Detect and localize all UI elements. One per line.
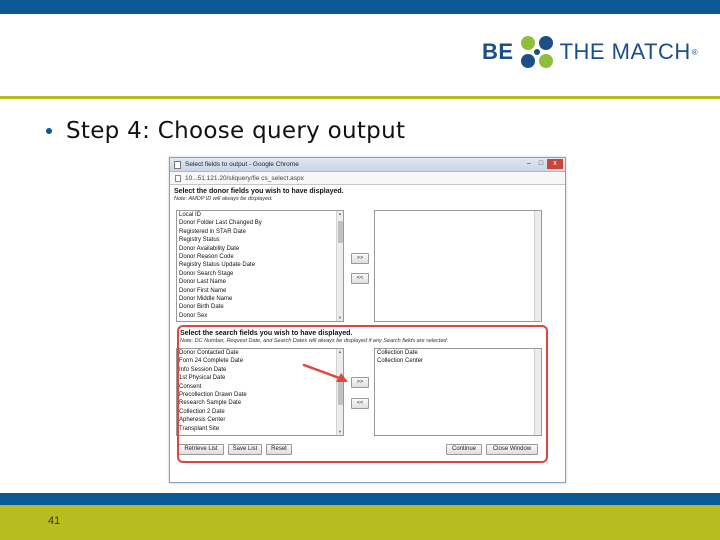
maximize-button[interactable]: □ xyxy=(538,159,544,167)
footer-lime-bar xyxy=(0,505,720,540)
red-arrow-icon xyxy=(300,360,352,386)
search-available-option[interactable]: Transplant Site xyxy=(179,425,220,432)
document-icon xyxy=(174,161,181,169)
donor-available-option[interactable]: Donor Last Name xyxy=(179,279,227,286)
donor-available-option[interactable]: Local ID xyxy=(179,212,202,218)
logo-left-word: BE xyxy=(482,39,514,64)
page-number: 41 xyxy=(48,515,61,527)
search-selected-option[interactable]: Collection Date xyxy=(377,350,418,356)
donor-available-option[interactable]: Registry Status xyxy=(179,237,220,244)
donor-add-button[interactable]: >> xyxy=(351,253,369,264)
close-window-x-button[interactable]: x xyxy=(547,159,563,169)
donor-selected-list[interactable] xyxy=(374,210,542,322)
minimize-button[interactable]: – xyxy=(527,159,531,167)
donor-available-option[interactable]: Donor Middle Name xyxy=(179,296,233,303)
search-section-highlight xyxy=(177,325,548,463)
scroll-down-icon[interactable]: ▼ xyxy=(338,315,342,320)
search-add-button[interactable]: >> xyxy=(351,377,369,388)
donor-available-option[interactable]: Donor Birth Date xyxy=(179,304,224,311)
be-the-match-logo xyxy=(482,34,698,70)
search-available-option[interactable]: Research Sample Date xyxy=(179,400,242,407)
page-icon xyxy=(175,175,181,182)
donor-available-option[interactable]: Donor Availability Date xyxy=(179,245,240,252)
donor-available-list[interactable] xyxy=(176,210,344,322)
search-available-option[interactable]: 1st Physical Date xyxy=(179,375,226,382)
donor-available-option[interactable]: Donor Sex xyxy=(179,312,208,319)
save-list-button[interactable]: Save List xyxy=(228,444,262,455)
donor-selected-scrollbar[interactable] xyxy=(534,211,541,321)
donor-available-scrollbar[interactable] xyxy=(336,211,343,321)
donor-available-option[interactable]: Donor Reason Code xyxy=(179,254,234,261)
window-controls xyxy=(523,159,563,171)
scroll-up-icon[interactable]: ▲ xyxy=(338,349,342,354)
window-titlebar[interactable] xyxy=(170,158,565,172)
search-section-note: Note: DC Number, Request Date, and Search Dates will always be displayed if any Search fields are selected. xyxy=(180,338,449,344)
donor-section-note: Note: AMDP ID will always be displayed. xyxy=(174,196,273,202)
continue-button[interactable]: Continue xyxy=(446,444,482,455)
step-title: Step 4: Choose query output xyxy=(66,118,406,144)
retrieve-list-button[interactable]: Retrieve List xyxy=(178,444,224,455)
scroll-thumb[interactable] xyxy=(338,221,343,243)
scroll-down-icon[interactable]: ▼ xyxy=(338,429,342,434)
top-brand-band xyxy=(0,0,720,14)
window-title: Select fields to output - Google Chrome xyxy=(185,161,299,168)
search-selected-option[interactable]: Collection Center xyxy=(377,358,424,365)
donor-available-option[interactable]: Donor Folder Last Changed By xyxy=(179,220,262,227)
step-bullet xyxy=(46,118,405,144)
search-available-option[interactable]: Info Session Date xyxy=(179,366,227,373)
url-text: 10...51.121.20/sliquery/fie cs_select.aspx xyxy=(185,174,304,182)
footer-brand-band xyxy=(0,493,720,505)
donor-available-option[interactable]: Registered in STAR Date xyxy=(179,228,246,235)
search-available-option[interactable]: Apheresis Center xyxy=(179,417,226,424)
search-available-option[interactable]: Donor Contacted Date xyxy=(179,350,239,356)
scroll-up-icon[interactable]: ▲ xyxy=(338,211,342,216)
donor-available-option[interactable]: Donor Search Stage xyxy=(179,270,234,277)
bullet-icon xyxy=(46,128,52,134)
header-divider xyxy=(0,96,720,99)
donor-section-heading: Select the donor fields you wish to have displayed. xyxy=(174,188,344,195)
search-available-option[interactable]: Form 24 Complete Date xyxy=(179,358,244,365)
search-available-option[interactable]: Consent xyxy=(179,383,202,390)
logo-registered-mark: ® xyxy=(691,47,698,57)
search-available-option[interactable]: Precollection Drawn Date xyxy=(179,392,247,399)
logo-right-word: THE MATCH xyxy=(559,39,691,64)
donor-available-option[interactable]: Donor First Name xyxy=(179,287,227,294)
close-window-button[interactable]: Close Window xyxy=(486,444,538,455)
clover-logo-icon xyxy=(519,34,555,70)
reset-button[interactable]: Reset xyxy=(266,444,292,455)
donor-remove-button[interactable]: << xyxy=(351,273,369,284)
page-content xyxy=(174,188,562,203)
search-available-option[interactable]: Collection 2 Date xyxy=(179,408,225,415)
donor-available-option[interactable]: Registry Status Update Date xyxy=(179,262,256,269)
search-remove-button[interactable]: << xyxy=(351,398,369,409)
search-section-heading: Select the search fields you wish to have displayed. xyxy=(180,330,353,337)
address-bar[interactable] xyxy=(170,172,565,185)
